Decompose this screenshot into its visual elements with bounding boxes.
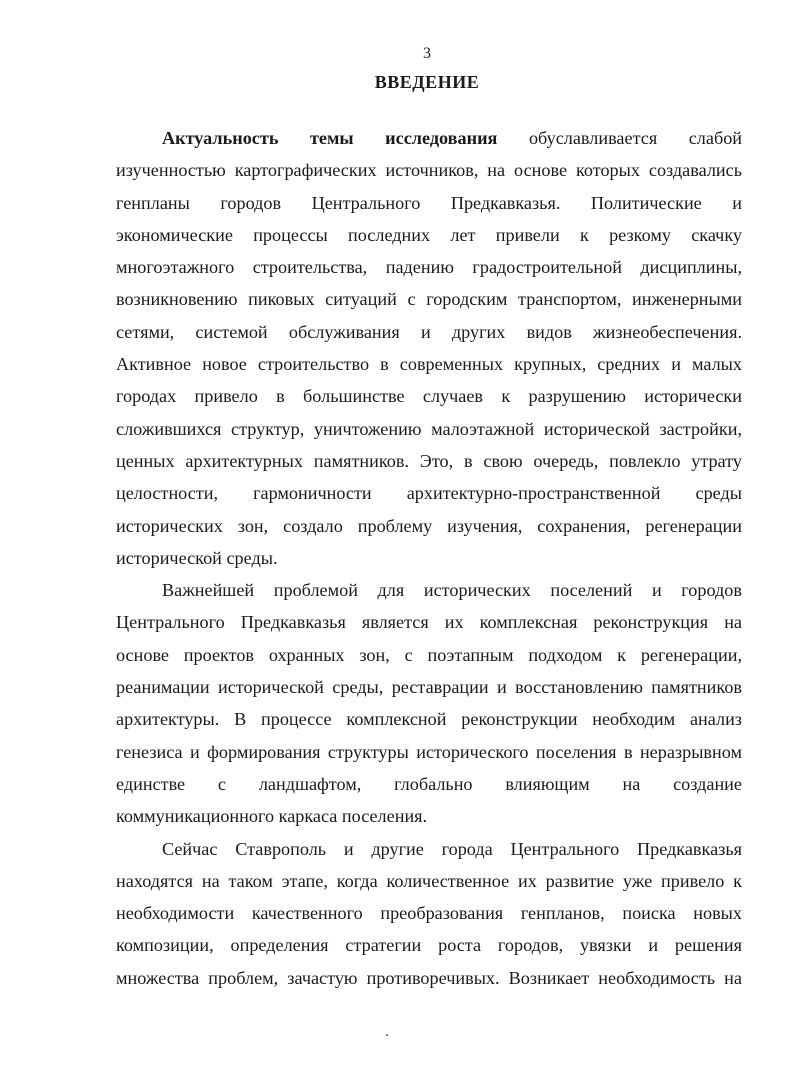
line-text: обуславливается слабой xyxy=(528,128,742,148)
paragraph-relevance xyxy=(116,122,742,574)
text-line: генпланы городов Центрального Предкавказья. Политические и xyxy=(116,192,742,213)
text-line: возникновению пиковых ситуаций с городским транспортом, инженерными xyxy=(116,289,742,310)
text-line: необходимости качественного преобразования генпланов, поиска новых xyxy=(116,903,742,924)
text-line: генезиса и формирования структуры исторического поселения в неразрывном xyxy=(116,741,742,762)
text-line: коммуникационного каркаса поселения. xyxy=(116,806,428,827)
text-line: исторических зон, создало проблему изучения, сохранения, регенерации xyxy=(116,515,742,536)
text-line xyxy=(116,122,742,154)
text-line: сетями, системой обслуживания и других видов жизнеобеспечения. xyxy=(116,321,742,342)
bold-term: исследования xyxy=(385,128,498,148)
text-line: многоэтажного строительства, падению градостроительной дисциплины, xyxy=(116,257,742,278)
text-line: находятся на таком этапе, когда количественное их развитие уже привело к xyxy=(116,870,742,891)
bold-term: темы xyxy=(310,128,354,148)
page-number: 3 xyxy=(423,45,431,62)
text-line: городах привело в большинстве случаев к разрушению исторически xyxy=(116,386,742,407)
bold-term: Актуальность xyxy=(162,128,279,148)
text-line: Сейчас Ставрополь и другие города Центрального Предкавказья xyxy=(162,838,742,859)
text-line: композиции, определения стратегии роста городов, увязки и решения xyxy=(116,935,742,956)
text-line: изученностью картографических источников, на основе которых создавались xyxy=(116,160,742,181)
text-line: Важнейшей проблемой для исторических поселений и городов xyxy=(162,580,742,601)
paragraph-problem xyxy=(116,574,742,832)
text-line: Центрального Предкавказья является их комплексная реконструкция на xyxy=(116,612,742,633)
scan-speck xyxy=(386,1034,388,1036)
text-line: основе проектов охранных зон, с поэтапным подходом к регенерации, xyxy=(116,644,742,665)
text-line: единстве с ландшафтом, глобально влияющим на создание xyxy=(116,773,742,794)
text-line: множества проблем, зачастую противоречивых. Возникает необходимость на xyxy=(116,967,742,988)
text-line: исторической среды. xyxy=(116,547,278,568)
body-text xyxy=(116,122,742,994)
text-line: ценных архитектурных памятников. Это, в свою очередь, повлекло утрату xyxy=(116,450,742,471)
page-title: ВВЕДЕНИЕ xyxy=(374,72,480,92)
text-line: архитектуры. В процессе комплексной реконструкции необходим анализ xyxy=(116,709,742,730)
text-line: целостности, гармоничности архитектурно-пространственной среды xyxy=(116,483,742,504)
text-line: сложившихся структур, уничтожению малоэтажной исторической застройки, xyxy=(116,418,742,439)
paragraph-current-state xyxy=(116,833,742,994)
text-line: Активное новое строительство в современных крупных, средних и малых xyxy=(116,354,742,375)
text-line: реанимации исторической среды, реставрации и восстановлению памятников xyxy=(116,677,742,698)
text-line: экономические процессы последних лет привели к резкому скачку xyxy=(116,224,742,245)
